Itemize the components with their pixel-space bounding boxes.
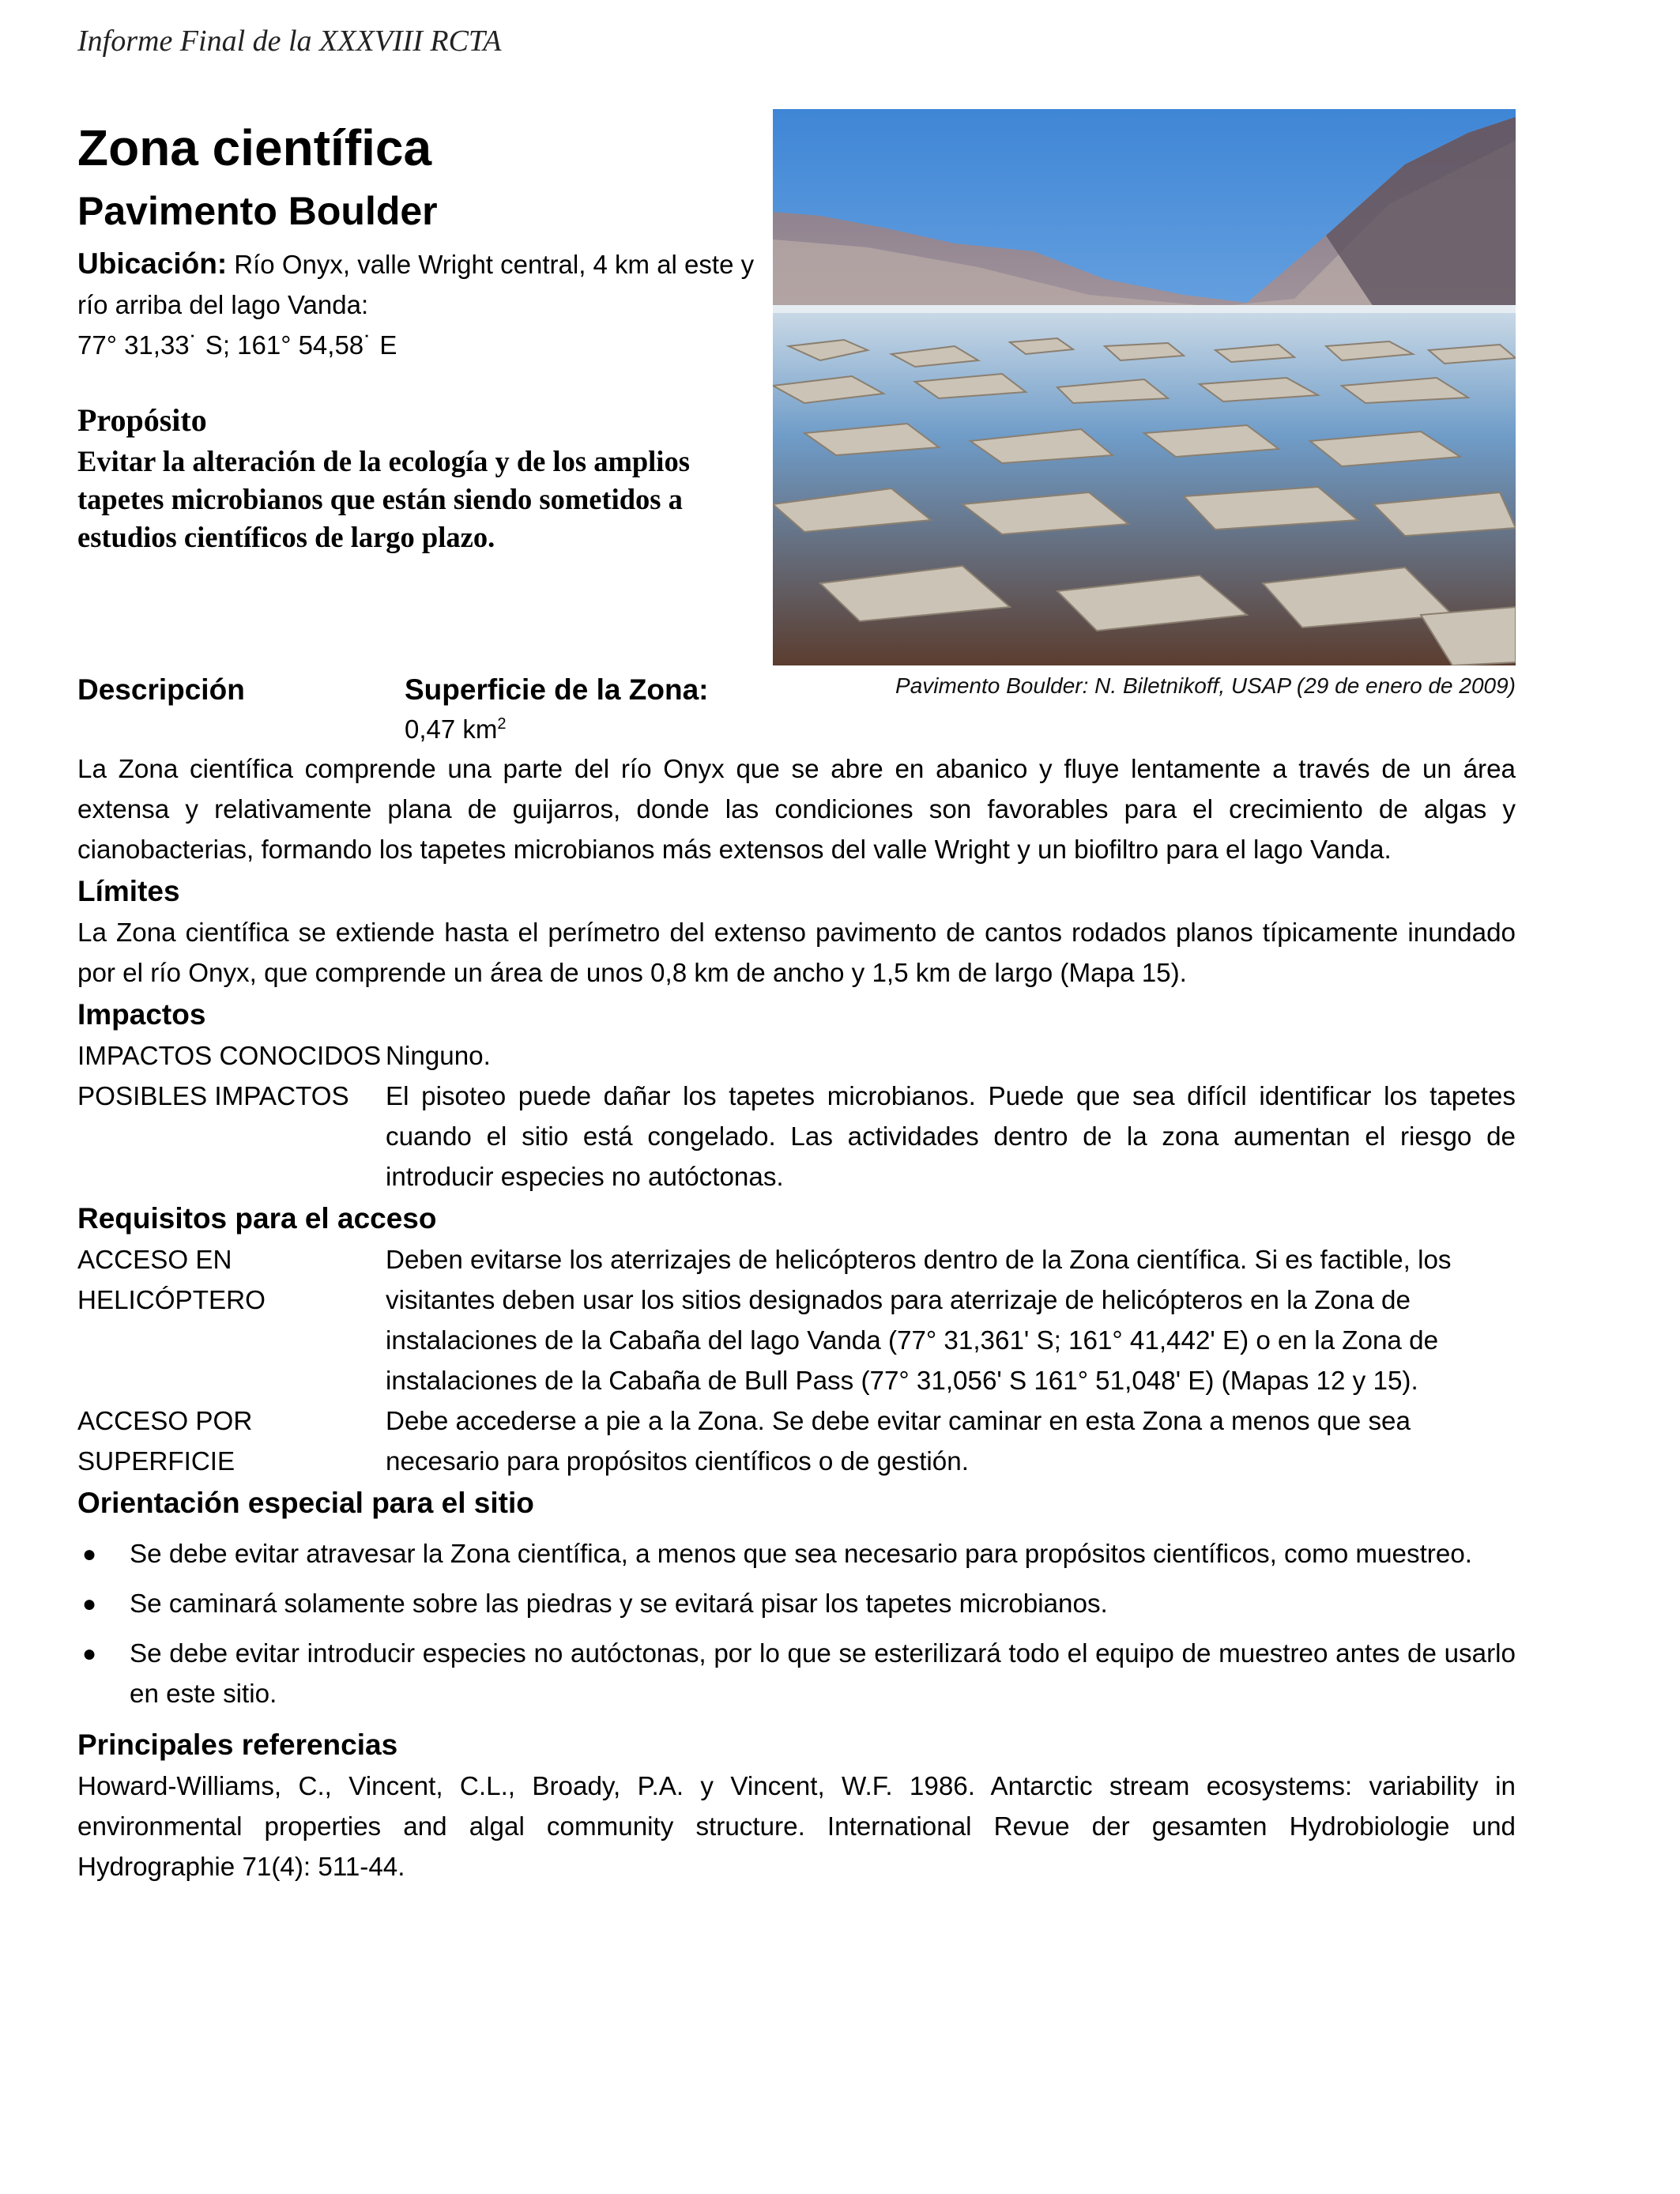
running-header: Informe Final de la XXXVIII RCTA: [77, 25, 502, 58]
location-coordinates: 77° 31,33˙ S; 161° 54,58˙ E: [77, 330, 397, 360]
list-item-text: Se debe evitar atravesar la Zona científica, a menos que sea necesario para propósitos científicos, como muestreo.: [130, 1540, 1472, 1569]
bullet-icon: ●: [82, 1591, 97, 1617]
access-value: Debe accederse a pie a la Zona. Se debe evitar caminar en esta Zona a menos que sea necesario para propósitos científicos o de gestión.: [386, 1407, 1411, 1476]
description-text: La Zona científica comprende una parte del río Onyx que se abre en abanico y fluye lentamente a través de un área extensa y relativamente plana de guijarros, donde las condiciones son favorables para el crecimiento de algas y cianobacterias, formando los tapetes microbianos más extensos del valle Wright y un biofiltro para el lago Vanda.: [77, 755, 1516, 865]
list-item: [77, 1584, 1516, 1624]
photo-landscape-illustration: [773, 109, 1516, 665]
location-block: [77, 243, 757, 365]
references-heading: Principales referencias: [77, 1728, 398, 1761]
impact-value: El pisoteo puede dañar los tapetes microbianos. Puede que sea difícil identificar los tapetes cuando el sitio está congelado. Las actividades dentro de la zona aumentan el riesgo de introducir especies no autóctonas.: [386, 1082, 1516, 1192]
access-heading: Requisitos para el acceso: [77, 1202, 437, 1235]
purpose-heading: Propósito: [77, 402, 207, 438]
purpose-text: Evitar la alteración de la ecología y de los amplios tapetes microbianos que están siendo sometidos a estudios científicos de largo plazo.: [77, 445, 690, 553]
photo-caption: Pavimento Boulder: N. Biletnikoff, USAP (29 de enero de 2009): [895, 673, 1516, 698]
bullet-icon: ●: [82, 1641, 97, 1667]
impact-value: Ninguno.: [386, 1042, 491, 1071]
guidance-heading: Orientación especial para el sitio: [77, 1487, 534, 1519]
area-value: [405, 714, 507, 745]
impact-key: POSIBLES IMPACTOS: [77, 1082, 349, 1111]
impact-row-known: [77, 1036, 1516, 1076]
access-value: Deben evitarse los aterrizajes de helicópteros dentro de la Zona científica. Si es factible, los visitantes deben usar los sitios designados para aterrizaje de helicópteros en la Zona de instalaciones de la Cabaña del lago Vanda (77° 31,361' S; 161° 41,442' E) o en la Zona de instalaciones de la Cabaña de Bull Pass (77° 31,056' S 161° 51,048' E) (Mapas 12 y 15).: [386, 1246, 1452, 1396]
references-text: Howard-Williams, C., Vincent, C.L., Broady, P.A. y Vincent, W.F. 1986. Antarctic stream ecosystems: variability in environmental properties and algal community structure. International Revue der gesamten Hydrobiologie und Hydrographie 71(4): 511-44.: [77, 1772, 1516, 1882]
list-item-text: Se caminará solamente sobre las piedras y se evitará pisar los tapetes microbianos.: [130, 1589, 1108, 1619]
impact-key: IMPACTOS CONOCIDOS: [77, 1042, 382, 1071]
list-item-text: Se debe evitar introducir especies no autóctonas, por lo que se esterilizará todo el equipo de muestreo antes de usarlo en este sitio.: [130, 1639, 1516, 1709]
bullet-icon: ●: [82, 1541, 97, 1567]
guidance-list: [77, 1534, 1516, 1714]
access-key: ACCESO EN HELICÓPTERO: [77, 1246, 266, 1315]
access-row-surface: [77, 1401, 1516, 1482]
list-item: [77, 1634, 1516, 1714]
limits-heading: Límites: [77, 875, 180, 907]
location-label: Ubicación:: [77, 247, 228, 280]
site-photo: [773, 109, 1516, 665]
zone-name: Pavimento Boulder: [77, 189, 438, 233]
area-superscript: 2: [497, 715, 507, 733]
area-label: Superficie de la Zona:: [405, 673, 709, 706]
area-number: 0,47 km: [405, 714, 498, 744]
list-item: [77, 1534, 1516, 1574]
description-heading: Descripción: [77, 673, 245, 706]
access-row-helicopter: [77, 1240, 1516, 1401]
access-key: ACCESO POR SUPERFICIE: [77, 1407, 253, 1476]
limits-text: La Zona científica se extiende hasta el perímetro del extenso pavimento de cantos rodados planos típicamente inundado por el río Onyx, que comprende un área de unos 0,8 km de ancho y 1,5 km de largo (Mapa 15).: [77, 918, 1516, 988]
zone-title: Zona científica: [77, 119, 432, 176]
impacts-heading: Impactos: [77, 998, 206, 1031]
location-text: Río Onyx, valle Wright central, 4 km al este y río arriba del lago Vanda:: [77, 250, 755, 319]
main-content: [77, 749, 1516, 1887]
impact-row-possible: [77, 1076, 1516, 1197]
